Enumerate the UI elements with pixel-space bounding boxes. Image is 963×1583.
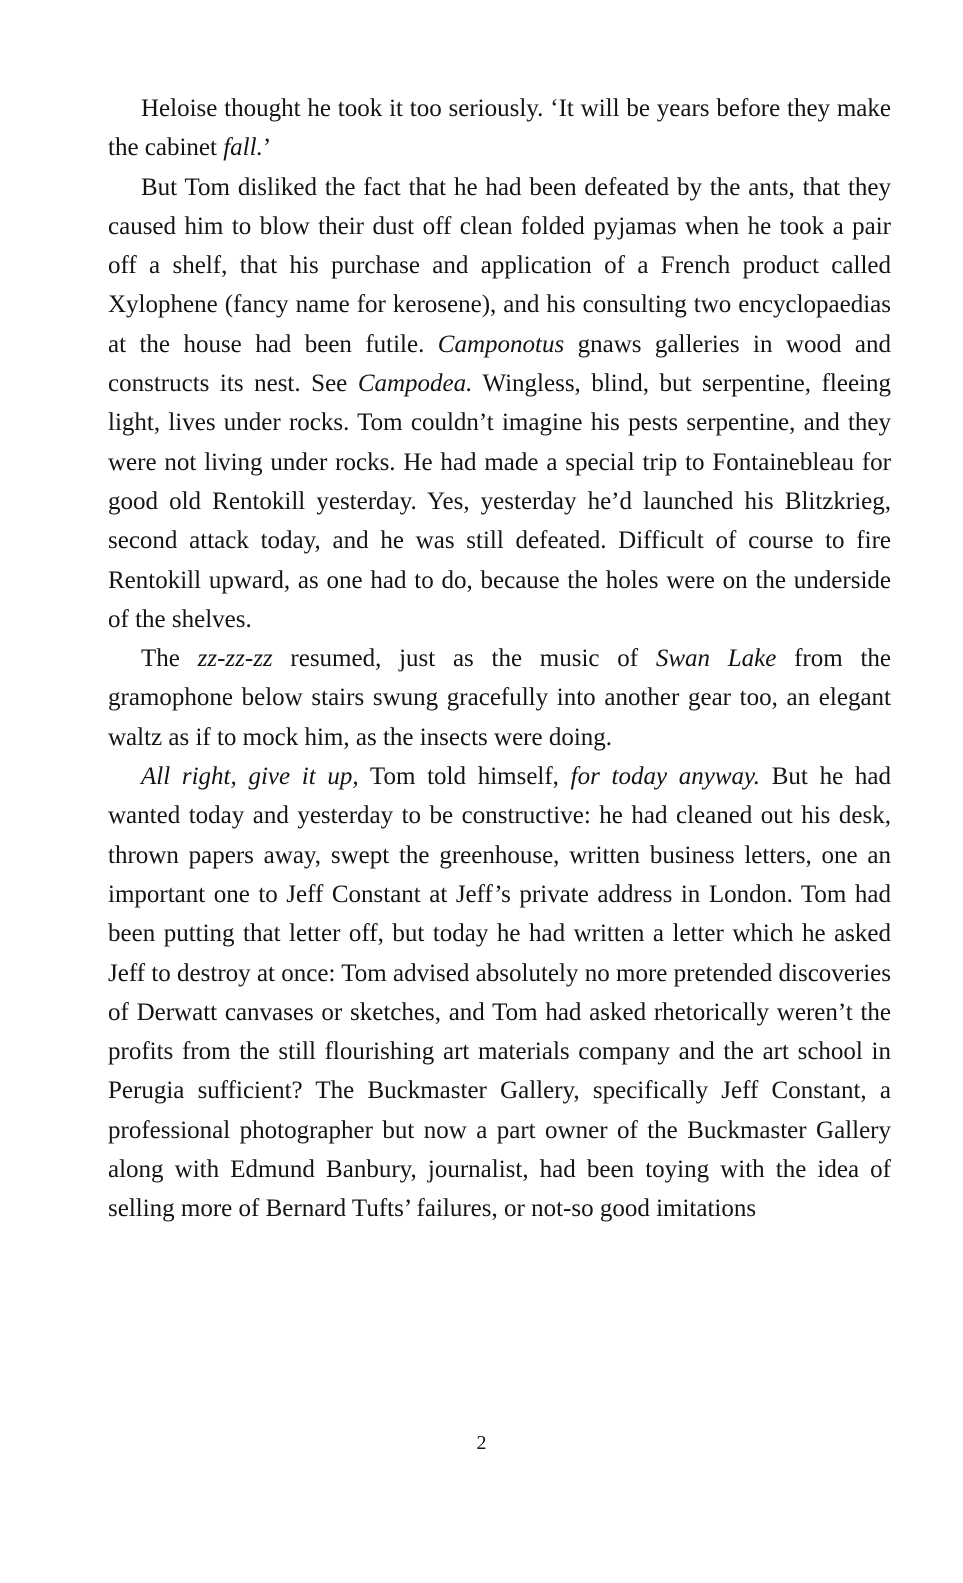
italic-run: zz-zz-zz (197, 645, 273, 673)
italic-run: fall. (223, 134, 263, 162)
italic-run: for today anyway. (570, 763, 761, 791)
text-run: Tom told himself, (358, 763, 571, 791)
paragraph-1 (108, 89, 891, 168)
text-run: ’ (262, 134, 272, 162)
italic-run: Swan Lake (655, 645, 777, 673)
text-run: Heloise thought he took it too seriously. ‘It will be years before they make the cabinet (108, 95, 891, 162)
paragraph-3 (108, 639, 891, 757)
italic-run: All right, give it up, (141, 763, 359, 791)
body-text (108, 89, 891, 1229)
text-run: But he had wanted today and yesterday to be constructive: he had cleaned out his desk, thrown papers away, swept the greenhouse, written business letters, one an important one to Jeff Constant at Jeff’s private address in London. Tom had been putting that letter off, but today he had written a letter which he asked Jeff to destroy at once: Tom advised absolutely no more pretended discoveries of Derwatt canvases or sketches, and Tom had asked rhetorically weren’t the profits from the still flourishing art materials company and the art school in Perugia sufficient? The Buckmaster Gallery, specifically Jeff Constant, a professional photographer but now a part owner of the Buckmaster Gallery along with Edmund Banbury, journalist, had been toying with the idea of selling more of Bernard Tufts’ failures, or not-so good imitations (108, 763, 891, 1223)
italic-run: Camponotus (437, 330, 565, 358)
text-run: resumed, just as the music of (272, 645, 656, 673)
text-run: But Tom disliked the fact that he had been defeated by the ants, that they caused him to blow their dust off clean folded pyjamas when he took a pair off a shelf, that his purchase and application of a French product called Xylophene (fancy name for kerosene), and his consulting two encyclopaedias at the house had been futile. (108, 173, 891, 358)
italic-run: Campodea. (357, 370, 473, 398)
text-run: from the gramophone below stairs swung gracefully into another gear too, an elegant waltz as if to mock him, as the insects were doing. (108, 645, 891, 751)
page-number: 2 (476, 1432, 487, 1454)
paragraph-4 (108, 757, 891, 1229)
text-run: The (141, 645, 198, 673)
text-run: gnaws galleries in wood and constructs its nest. See (108, 330, 891, 398)
paragraph-2 (108, 168, 891, 640)
text-run: Wingless, blind, but serpentine, fleeing light, lives under rocks. Tom couldn’t imagine his pests serpentine, and they were not living under rocks. He had made a special trip to Fontainebleau for good old Rentokill yesterday. Yes, yesterday he’d launched his Blitzkrieg, second attack today, and he was still defeated. Difficult of course to fire Rentokill upward, as one had to do, because the holes were on the underside of the shelves. (108, 370, 891, 633)
